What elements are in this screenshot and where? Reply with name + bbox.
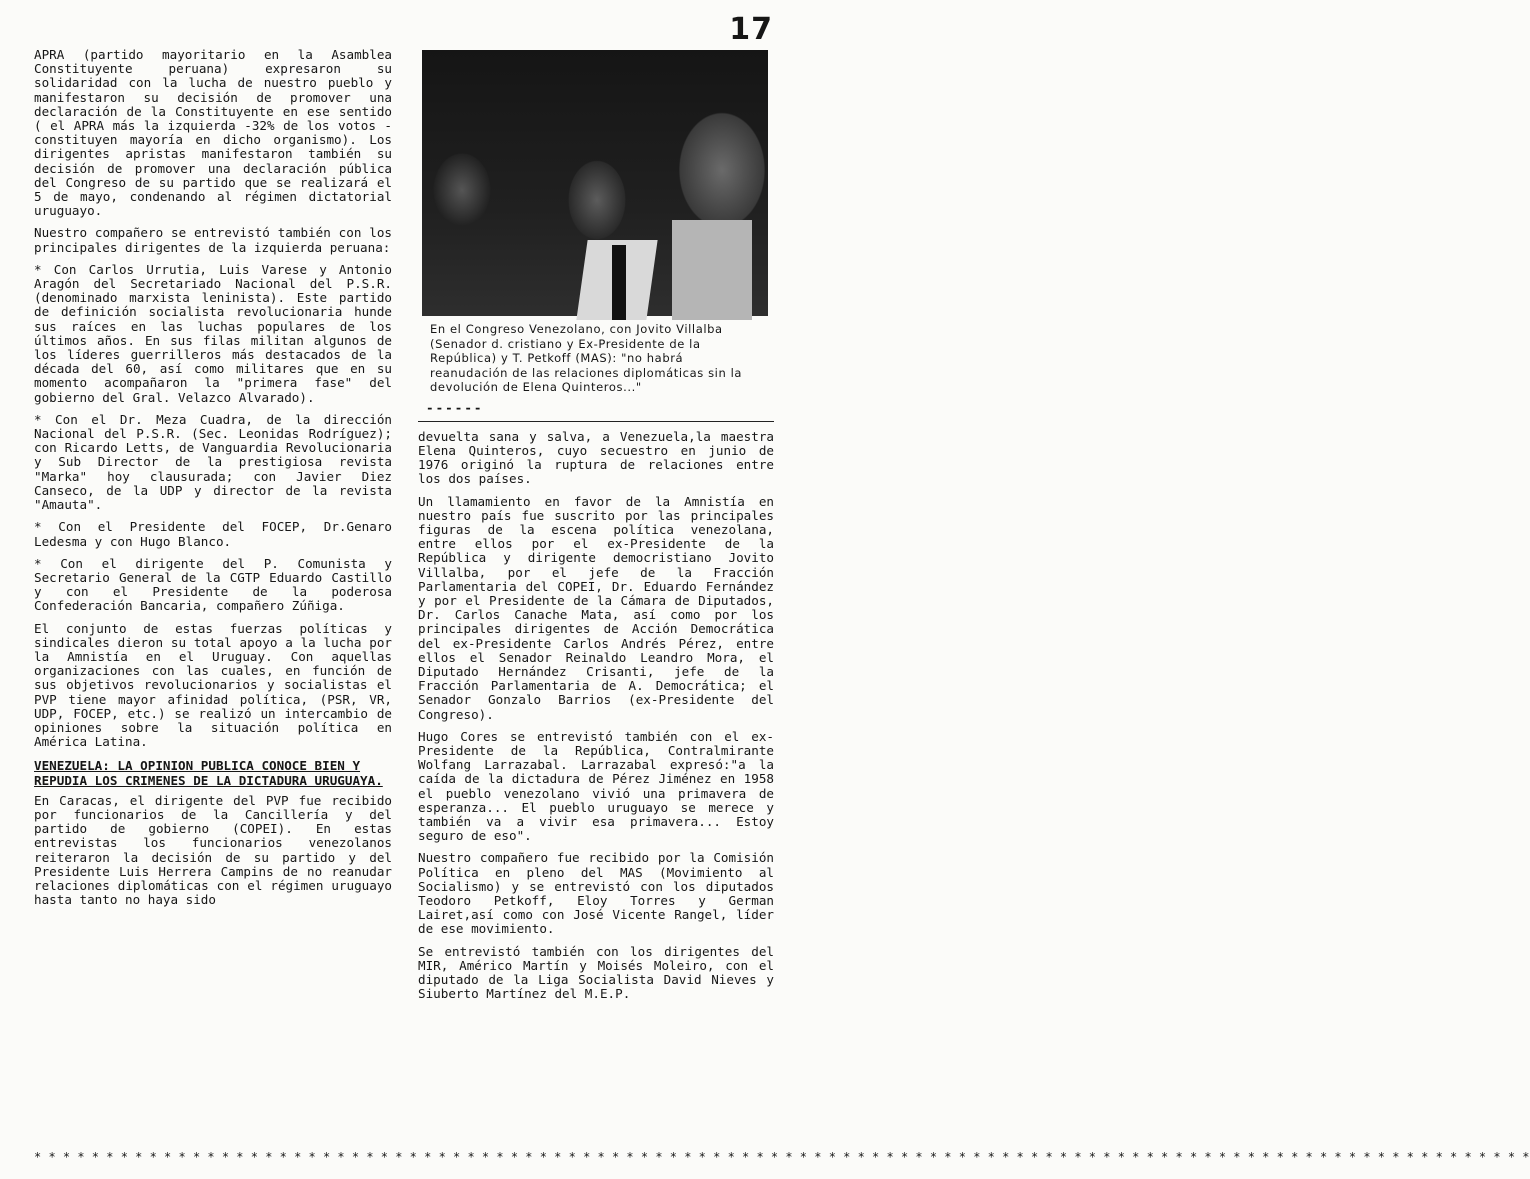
paragraph-devuelta: devuelta sana y salva, a Venezuela,la maestra Elena Quinteros, cuyo secuestro en junio de 1976 originó la ruptura de relaciones entre los dos países. (418, 428, 774, 487)
paragraph-llamamiento: Un llamamiento en favor de la Amnistía en nuestro país fue suscrito por las principales figuras de la escena política venezolana, entre ellos por el ex-Presidente de la República y dirigente democristiano Jovito Villalba, por el jefe de la Fracción Parlamentaria del COPEI, Dr. Eduardo Fernández y por el Presidente de la Cámara de Diputados, Dr. Carlos Canache Mata, así como por los principales dirigentes de Acción Democrática del ex-Presidente Carlos Andrés Pérez, entre ellos el Senador Reinaldo Leandro Mora, el Diputado Hernández Crisanti, jefe de la Fracción Parlamentaria de A. Democrática; el Senador Gonzalo Barrios (ex-Presidente del Congreso). (418, 493, 774, 722)
column-divider (418, 421, 774, 422)
photo-congreso (422, 50, 768, 316)
footer-asterisk-rule: * * * * * * * * * * * * * * * * * * * * * * * * * * * * * * * * * * * * * * * * * * * * * * * * * * * * * * * * * * * * * * * * * * * * * * * * * * * * * * * * * * * * * * * * * * * * * * * * * * * * * * * * (34, 1150, 1530, 1164)
section-heading-venezuela: VENEZUELA: LA OPINION PUBLICA CONOCE BIEN Y REPUDIA LOS CRIMENES DE LA DICTADURA URUGUAYA. (34, 758, 383, 788)
paragraph-intro-izquierda: Nuestro compañero se entrevistó también con los principales dirigentes de la izquierda peruana: (34, 225, 392, 255)
paragraph-mas: Nuestro compañero fue recibido por la Comisión Política en pleno del MAS (Movimiento al Socialismo) y se entrevistó con los diputados Teodoro Petkoff, Eloy Torres y German Lairet,así como con José Vicente Rangel, líder de ese movimiento. (418, 850, 774, 937)
paragraph-larrazabal: Hugo Cores se entrevistó también con el ex-Presidente de la República, Contralmirante Wolfang Larrazabal. Larrazabal expresó:"a la caída de la dictadura de Pérez Jiménez en 1958 el pueblo venezolano vivió una primavera de esperanza... El pueblo uruguayo se merece y también va a vivir esa primavera... Estoy seguro de eso". (418, 728, 774, 844)
paragraph-caracas: En Caracas, el dirigente del PVP fue recibido por funcionarios de la Cancillería y del partido de gobierno (COPEI). En estas entrevistas los funcionarios venezolanos reiteraron la decisión de su partido y del Presidente Luis Herrera Campins de no reanudar relaciones diplomáticas con el régimen uruguayo hasta tanto no haya sido (34, 792, 392, 908)
photo-caption: En el Congreso Venezolano, con Jovito Villalba (Senador d. cristiano y Ex-Presidente de la República) y T. Petkoff (MAS): "no habrá reanudación de las relaciones diplomáticas sin la devolución de Elena Quinteros..." (430, 322, 743, 394)
caption-dashes: ------ (426, 399, 484, 415)
page-number: 17 (729, 12, 773, 47)
right-column (418, 48, 774, 1153)
bullet-cgtp: * Con el dirigente del P. Comunista y Secretario General de la CGTP Eduardo Castillo y con el Presidente de la poderosa Confederación Bancaria, compañero Zúñiga. (34, 555, 392, 614)
paragraph-mir: Se entrevistó también con los dirigentes del MIR, Américo Martín y Moisés Moleiro, con el diputado de la Liga Socialista David Nieves y Siuberto Martínez del M.E.P. (418, 943, 774, 1002)
bullet-urrutia: * Con Carlos Urrutia, Luis Varese y Antonio Aragón del Secretariado Nacional del P.S.R.(denominado marxista leninista). Este partido de definición socialista revolucionaria hunde sus raíces en las luchas populares de los últimos años. En sus filas militan algunos de los líderes guerrilleros más destacados de la década del 60, así como militares que en su momento acompañaron la "primera fase" del gobierno del Gral. Velazco Alvarado). (34, 261, 392, 405)
paragraph-conjunto: El conjunto de estas fuerzas políticas y sindicales dieron su total apoyo a la lucha por la Amnistía en el Uruguay. Con aquellas organizaciones con las cuales, en función de sus objetivos revolucionarios y socialistas el PVP tiene mayor afinidad política, (PSR, VR, UDP, FOCEP, etc.) se realizó un intercambio de opiniones sobre la situación política en América Latina. (34, 620, 392, 750)
photo-figure-jacket (672, 220, 752, 320)
paragraph-apra: APRA (partido mayoritario en la Asamblea Constituyente peruana) expresaron su solidaridad con la lucha de nuestro pueblo y manifestaron su decisión de promover una declaración de la Constituyente en ese sentido ( el APRA más la izquierda -32% de los votos - constituyen mayoría en dicho organismo). Los dirigentes apristas manifestaron también su decisión de promover una declaración pública del Congreso de su partido que se realizará el 5 de mayo, condenando al régimen dictatorial uruguayo. (34, 47, 392, 219)
left-column (34, 48, 392, 1153)
photo-figure-tie (612, 245, 626, 320)
bullet-focep: * Con el Presidente del FOCEP, Dr.Genaro Ledesma y con Hugo Blanco. (34, 519, 392, 549)
bullet-meza-cuadra: * Con el Dr. Meza Cuadra, de la dirección Nacional del P.S.R. (Sec. Leonidas Rodríguez); con Ricardo Letts, de Vanguardia Revolucionaria y Sub Director de la prestigiosa revista "Marka" hoy clausurada; con Javier Diez Canseco, de la UDP y director de la revista "Amauta". (34, 411, 392, 513)
